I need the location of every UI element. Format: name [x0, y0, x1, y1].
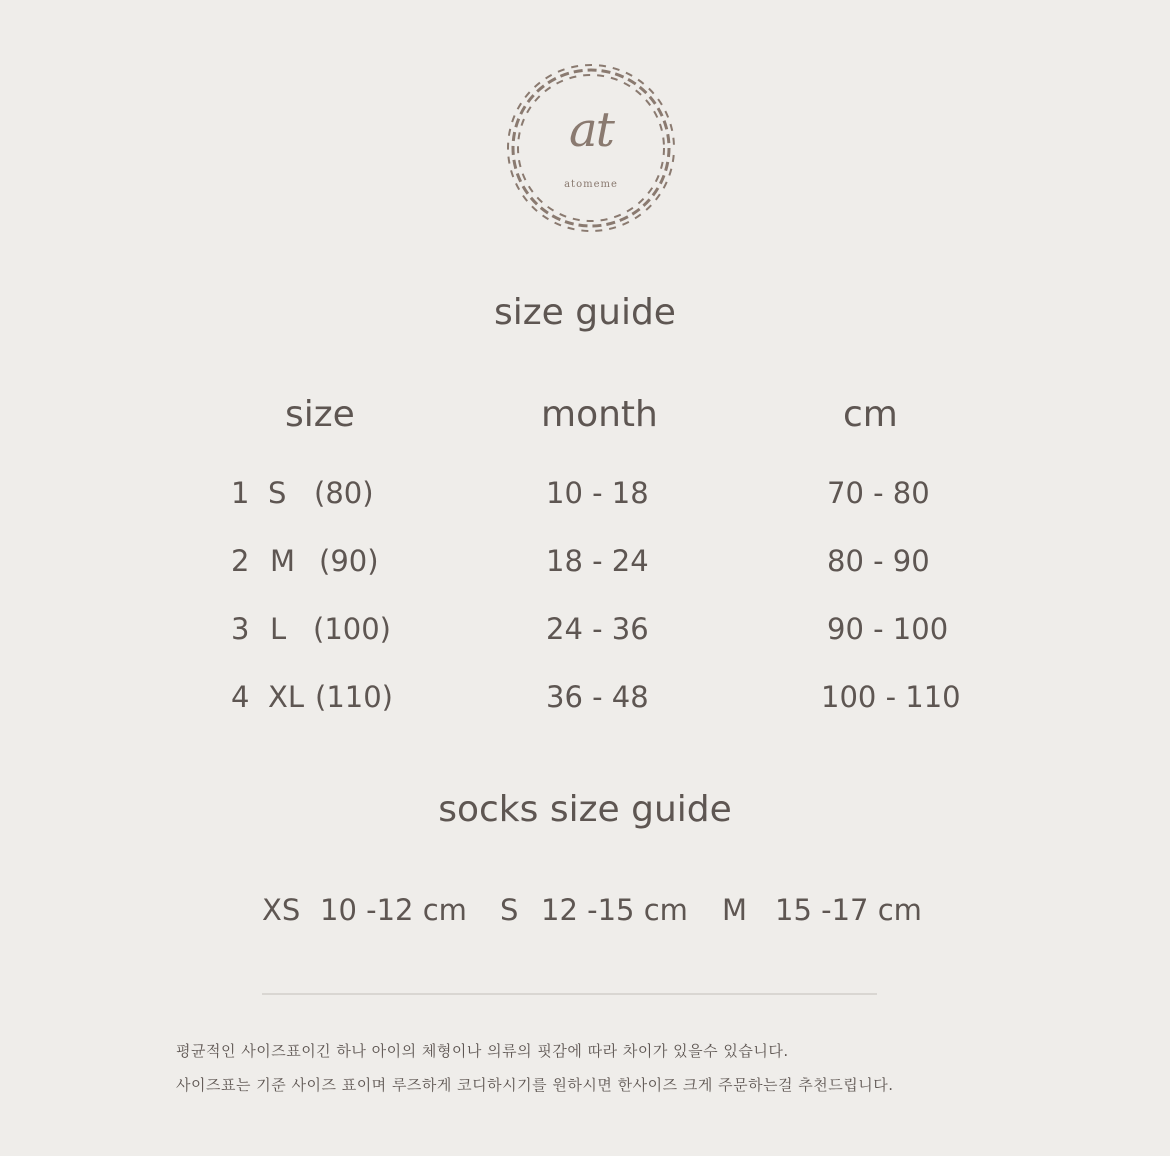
socks-size-code: M	[722, 893, 748, 927]
page-title: size guide	[494, 292, 676, 333]
cm-range: 90 - 100	[827, 612, 949, 646]
size-label: (110)	[315, 680, 393, 714]
size-code: L	[270, 612, 287, 646]
month-range: 10 - 18	[546, 476, 649, 510]
socks-size-guide-title: socks size guide	[438, 789, 732, 830]
size-number: 1	[231, 476, 250, 510]
column-header-cm: cm	[843, 394, 898, 435]
size-code: M	[270, 544, 296, 578]
logo-brand-name: atomeme	[564, 179, 618, 190]
fit-note: 평균적인 사이즈표이긴 하나 아이의 체형이나 의류의 핏감에 따라 차이가 있을수 있습니다.	[176, 1042, 789, 1060]
socks-size-range: 10 -12 cm	[320, 893, 467, 927]
month-range: 18 - 24	[546, 544, 649, 578]
month-range: 24 - 36	[546, 612, 649, 646]
size-label: (90)	[319, 544, 379, 578]
logo-mark: at	[569, 102, 613, 158]
size-recommendation-note: 사이즈표는 기준 사이즈 표이며 루즈하게 코디하시기를 원하시면 한사이즈 크게 주문하는걸 추천드립니다.	[176, 1076, 894, 1094]
cm-range: 80 - 90	[827, 544, 930, 578]
cm-range: 100 - 110	[821, 680, 961, 714]
size-code: XL	[268, 680, 305, 714]
size-number: 4	[231, 680, 250, 714]
brand-logo	[505, 62, 677, 234]
size-number: 3	[231, 612, 250, 646]
divider	[262, 993, 877, 995]
size-number: 2	[231, 544, 250, 578]
column-header-month: month	[541, 394, 658, 435]
month-range: 36 - 48	[546, 680, 649, 714]
socks-size-range: 12 -15 cm	[541, 893, 688, 927]
size-label: (100)	[313, 612, 391, 646]
socks-size-code: S	[500, 893, 519, 927]
column-header-size: size	[285, 394, 355, 435]
size-label: (80)	[314, 476, 374, 510]
socks-size-code: XS	[262, 893, 301, 927]
size-code: S	[268, 476, 287, 510]
cm-range: 70 - 80	[827, 476, 930, 510]
socks-size-range: 15 -17 cm	[775, 893, 922, 927]
